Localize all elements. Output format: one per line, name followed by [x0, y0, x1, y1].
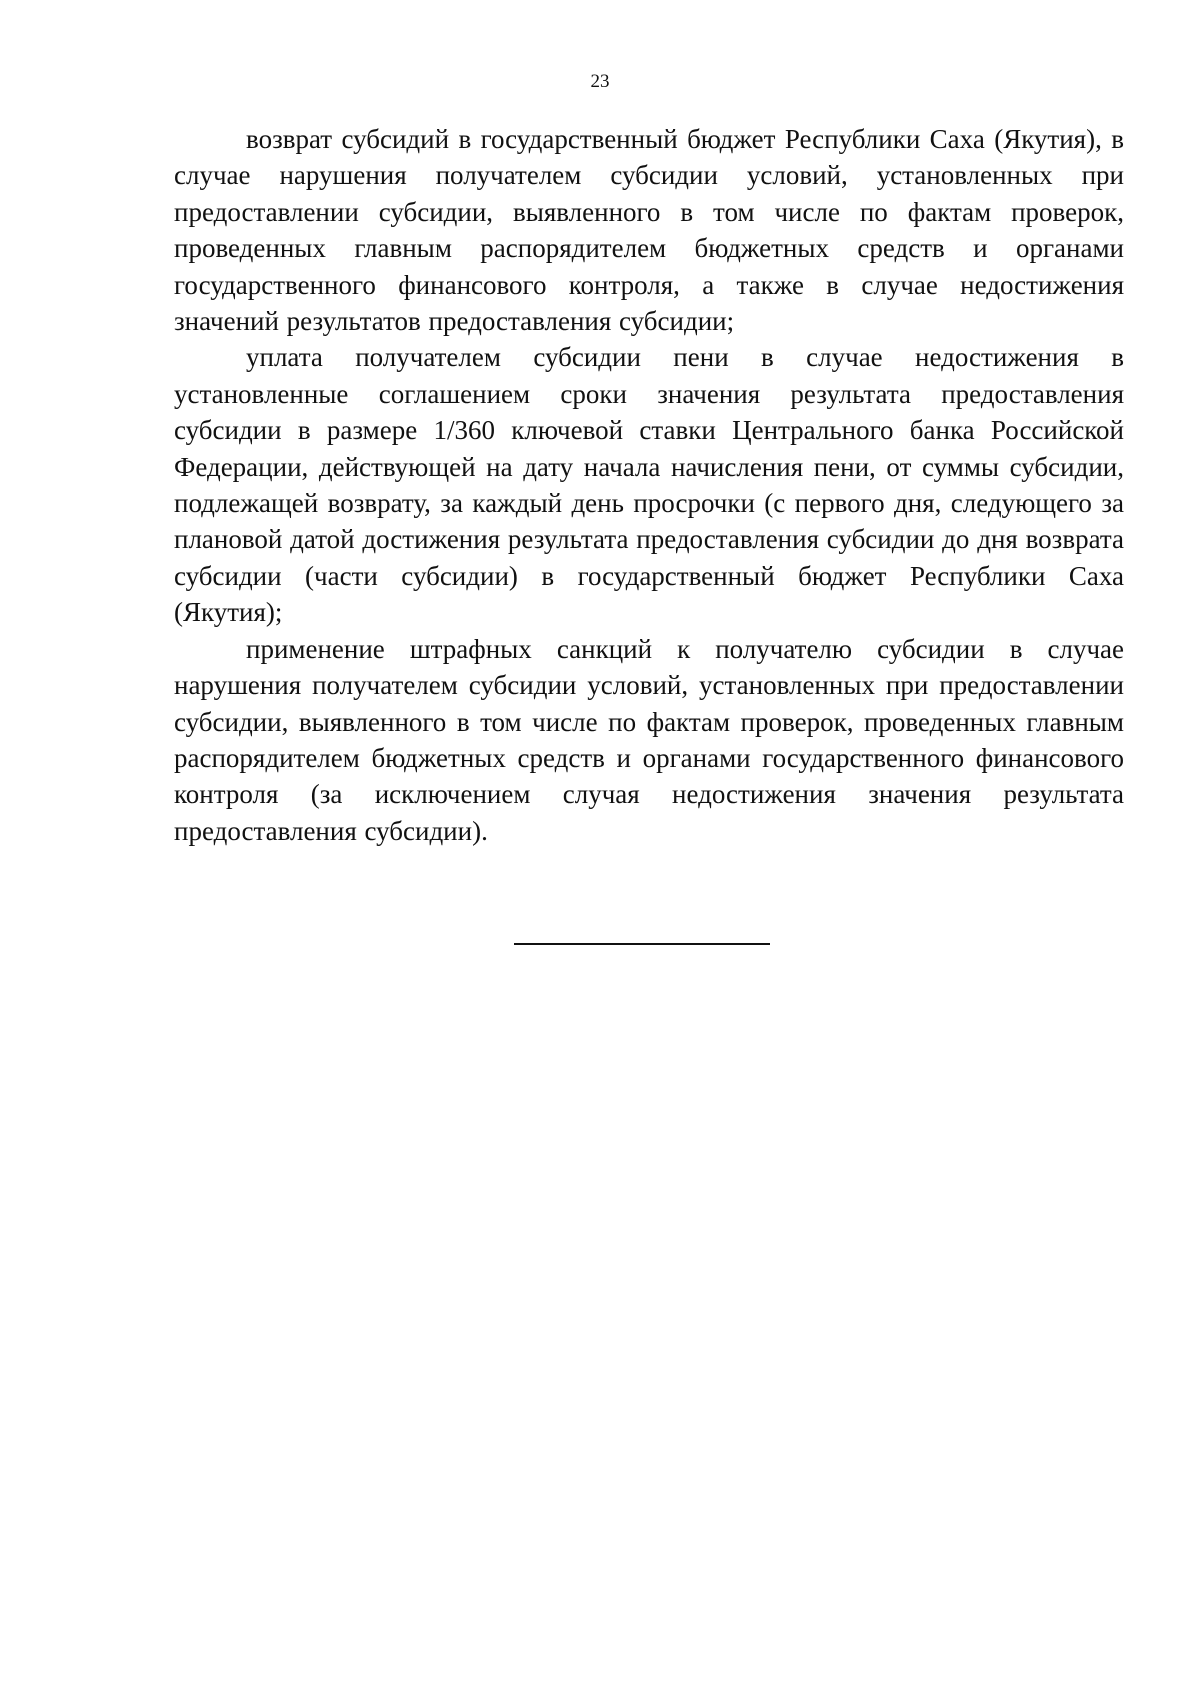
page-number: 23: [590, 71, 610, 92]
paragraph-subsidy-return: возврат субсидий в государственный бюджет Республики Саха (Якутия), в случае нарушения получателем субсидии условий, установленных при предоставлении субсидии, выявленного в том числе по фактам проверок, проведенных главным распорядителем бюджетных средств и органами государственного финансового контроля, а также в случае недостижения значений результатов предоставления субсидии;: [174, 124, 1124, 337]
paragraph-fine-sanctions: применение штрафных санкций к получателю субсидии в случае нарушения получателем субсидии условий, установленных при предоставлении субсидии, выявленного в том числе по фактам проверок, проведенных главным распорядителем бюджетных средств и органами государственного финансового контроля (за исключением случая недостижения значения результата предоставления субсидии).: [174, 633, 1124, 846]
document-body: [174, 121, 1124, 849]
paragraph-penalty-payment: уплата получателем субсидии пени в случае недостижения в установленные соглашением сроки значения результата предоставления субсидии в размере 1/360 ключевой ставки Центрального банка Российской Федерации, действующей на дату начала начисления пени, от суммы субсидии, подлежащей возврату, за каждый день просрочки (с первого дня, следующего за плановой датой достижения результата предоставления субсидии до дня возврата субсидии (части субсидии) в государственный бюджет Республики Саха (Якутия);: [174, 342, 1124, 628]
end-of-document-rule: [514, 943, 770, 945]
